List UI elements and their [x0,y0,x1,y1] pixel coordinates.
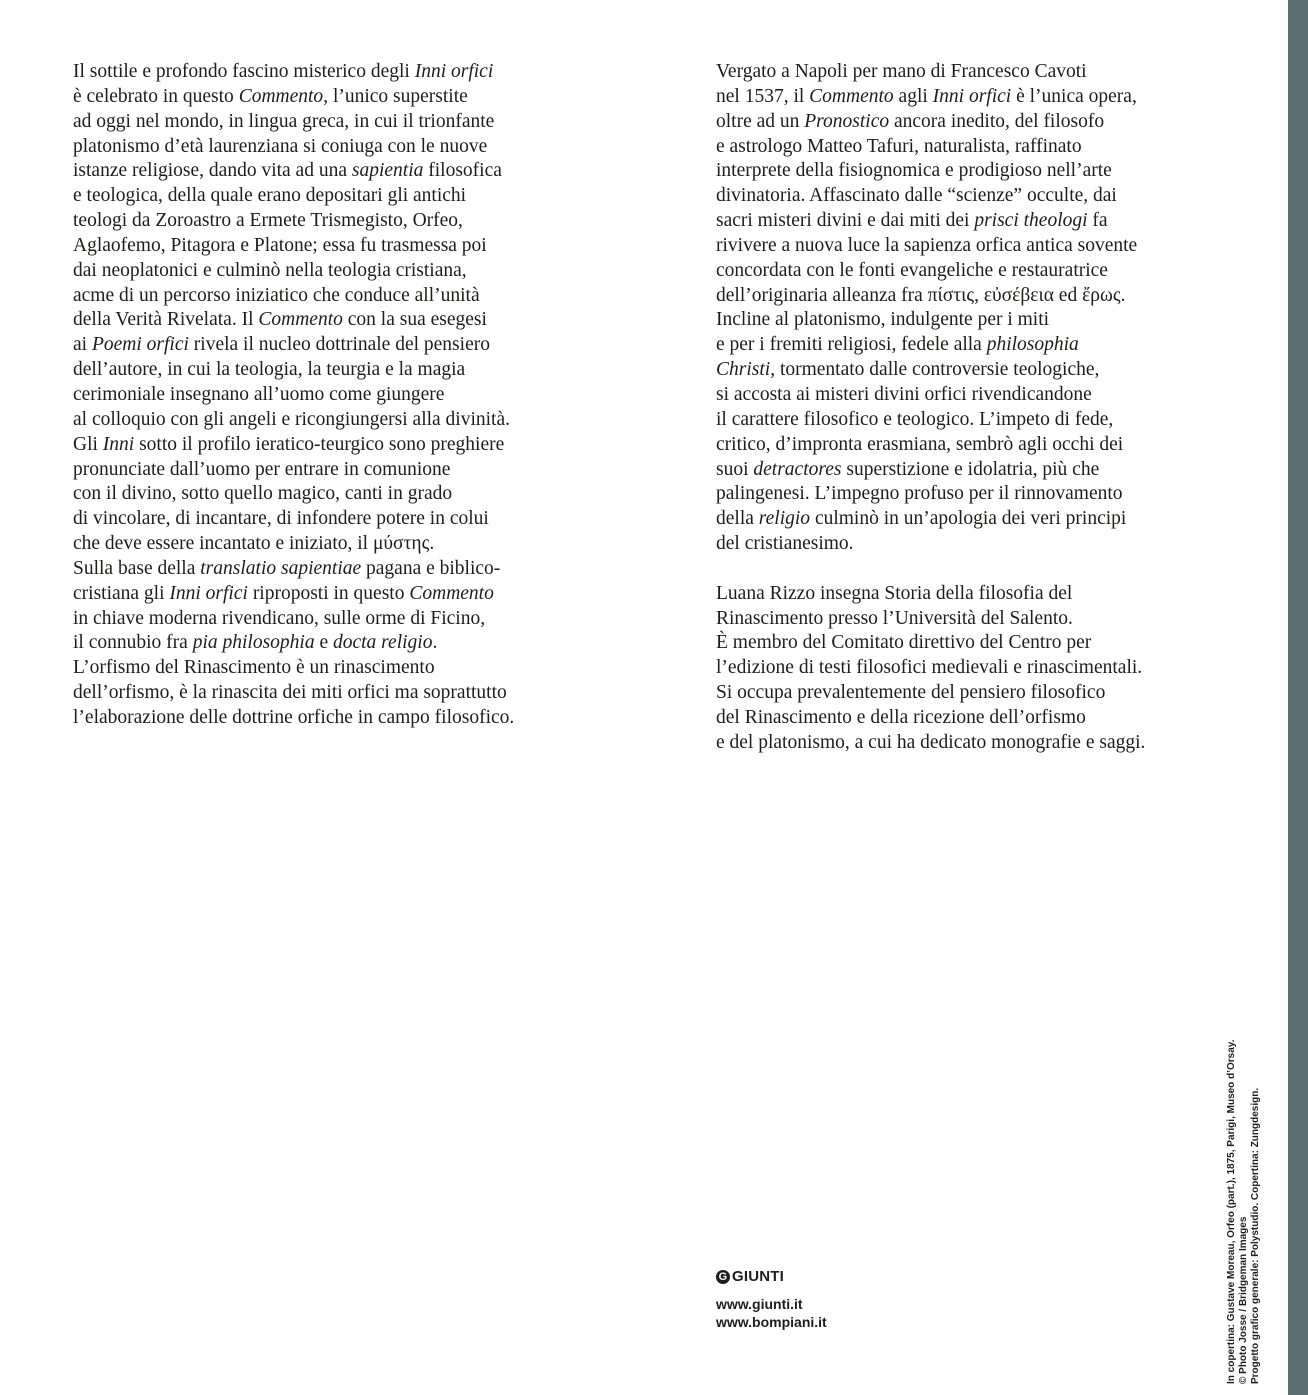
text-line: del cristianesimo. [716,533,854,555]
text-line: divinatoria. Affascinato dalle “scienze” occulte, dai [716,185,1117,207]
text-line: sacri misteri divini e dai miti dei prisci theologi fa [716,210,1108,232]
giunti-url-link[interactable]: www.giunti.it [716,1296,803,1312]
text-line: Il sottile e profondo fascino misterico degli Inni orfici [73,61,494,82]
text-line: e del platonismo, a cui ha dedicato monografie e saggi. [716,731,1146,753]
text-line: cristiana gli Inni orfici riproposti in questo Commento [73,582,494,604]
text-line: Vergato a Napoli per mano di Francesco Cavoti [716,61,1087,82]
text-line: teologi da Zoroastro a Ermete Trismegisto, Orfeo, [73,210,463,232]
text-line: suoi detractores superstizione e idolatria, più che [716,458,1100,480]
giunti-logo-icon: G [716,1270,730,1284]
text-line: cerimoniale insegnano all’uomo come giungere [73,383,445,405]
text-line: dell’autore, in cui la teologia, la teurgia e la magia [73,359,466,381]
text-line: L’orfismo del Rinascimento è un rinascimento [73,657,435,679]
text-line [716,557,1256,582]
text-line: che deve essere incantato e iniziato, il μύστης. [73,533,435,555]
text-line: di vincolare, di incantare, di infondere potere in colui [73,508,489,530]
text-line: Gli Inni sotto il profilo ieratico-teurgico sono preghiere [73,433,505,455]
text-line: interprete della fisiognomica e prodigioso nell’arte [716,160,1112,182]
bompiani-url-link[interactable]: www.bompiani.it [716,1314,827,1330]
text-line: e astrologo Matteo Tafuri, naturalista, raffinato [716,135,1082,157]
left-blurb-column [73,60,613,731]
text-line: Sulla base della translatio sapientiae pagana e biblico- [73,557,501,579]
text-line: l’elaborazione delle dottrine orfiche in campo filosofico. [73,706,515,728]
text-line: oltre ad un Pronostico ancora inedito, del filosofo [716,110,1105,132]
text-line: Rinascimento presso l’Università del Salento. [716,607,1073,629]
right-blurb-column [716,60,1256,756]
credit-line: © Photo Josse / Bridgeman Images [1238,1216,1249,1384]
text-line: pronunciate dall’uomo per entrare in comunione [73,458,451,480]
text-line: e per i fremiti religiosi, fedele alla philosophia [716,334,1079,356]
credit-line: Progetto grafico generale: Polystudio. Copertina: Zungdesign. [1250,1087,1261,1384]
text-line: del Rinascimento e della ricezione dell’orfismo [716,706,1086,728]
credit-line: In copertina: Gustave Moreau, Orfeo (part.), 1875, Parigi, Museo d’Orsay. [1226,1039,1237,1384]
cover-credits [1226,1040,1262,1384]
text-line: concordata con le fonti evangeliche e restauratrice [716,259,1108,281]
text-line: dai neoplatonici e culminò nella teologia cristiana, [73,259,467,281]
text-line: Luana Rizzo insegna Storia della filosofia del [716,582,1073,604]
text-line: acme di un percorso iniziatico che conduce all’unità [73,284,480,306]
text-line: della religio culminò in un’apologia dei veri principi [716,508,1127,530]
text-line: Incline al platonismo, indulgente per i miti [716,309,1050,331]
text-line: È membro del Comitato direttivo del Centro per [716,632,1092,654]
text-line: in chiave moderna rivendicano, sulle orme di Ficino, [73,607,486,629]
text-line: platonismo d’età laurenziana si coniuga con le nuove [73,135,488,157]
text-line: Aglaofemo, Pitagora e Platone; essa fu trasmessa poi [73,234,487,256]
text-line: dell’originaria alleanza fra πίστις, εὐσέβεια ed ἔρως. [716,284,1126,306]
text-line: ai Poemi orfici rivela il nucleo dottrinale del pensiero [73,334,490,356]
text-line: e teologica, della quale erano depositari gli antichi [73,185,467,207]
publisher-logo-text: GIUNTI [732,1268,785,1285]
text-line: l’edizione di testi filosofici medievali e rinascimentali. [716,657,1143,679]
text-line: il carattere filosofico e teologico. L’impeto di fede, [716,408,1114,430]
text-line: Christi, tormentato dalle controversie teologiche, [716,359,1100,381]
text-line: della Verità Rivelata. Il Commento con la sua esegesi [73,309,487,331]
text-line: Si occupa prevalentemente del pensiero filosofico [716,682,1106,704]
text-line: si accosta ai misteri divini orfici rivendicandone [716,383,1092,405]
text-line: ad oggi nel mondo, in lingua greca, in cui il trionfante [73,110,495,132]
text-line: palingenesi. L’impegno profuso per il rinnovamento [716,483,1123,505]
text-line: dell’orfismo, è la rinascita dei miti orfici ma soprattutto [73,682,507,704]
spine-strip [1288,0,1308,1395]
text-line: il connubio fra pia philosophia e docta religio. [73,632,438,654]
publisher-logo [716,1268,827,1285]
text-line: nel 1537, il Commento agli Inni orfici è l’unica opera, [716,85,1137,107]
text-line: istanze religiose, dando vita ad una sapientia filosofica [73,160,502,182]
text-line: rivivere a nuova luce la sapienza orfica antica sovente [716,234,1138,256]
text-line: è celebrato in questo Commento, l’unico superstite [73,85,468,107]
text-line: critico, d’impronta erasmiana, sembrò agli occhi dei [716,433,1124,455]
text-line: con il divino, sotto quello magico, canti in grado [73,483,453,505]
publisher-block [716,1268,827,1331]
text-line: al colloquio con gli angeli e ricongiungersi alla divinità. [73,408,511,430]
